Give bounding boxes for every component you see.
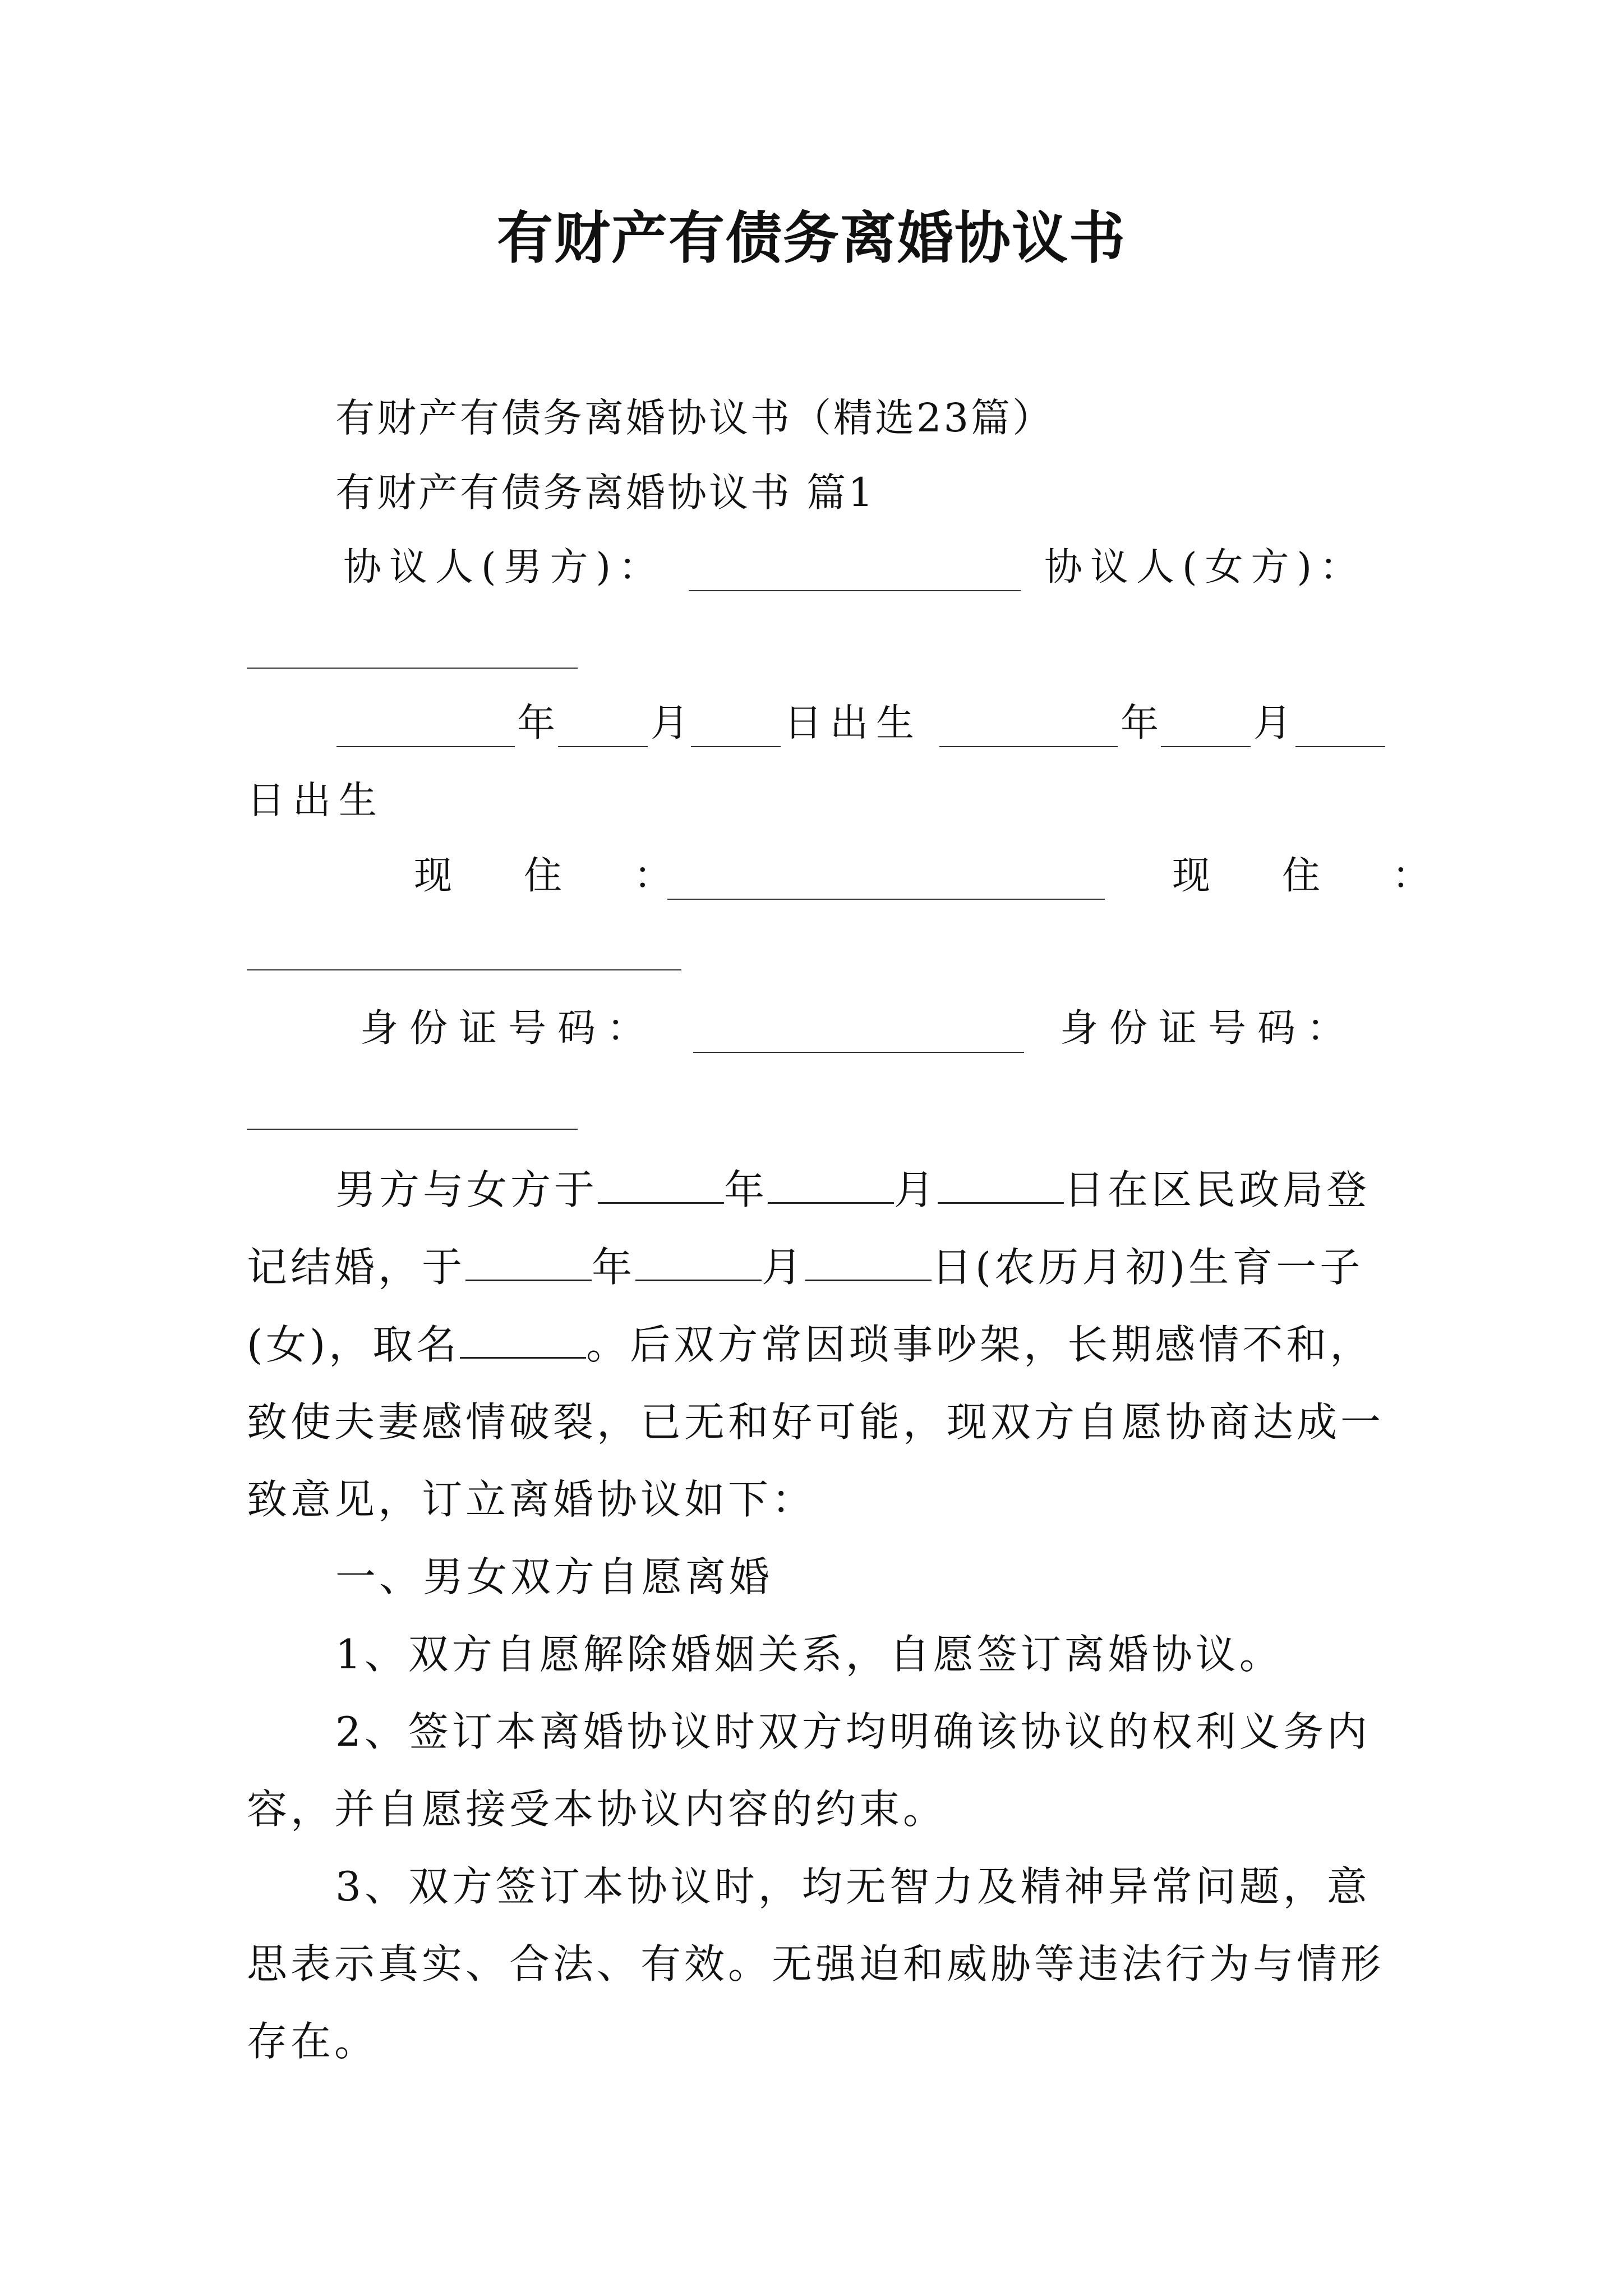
clause-item-3-line-3: 存在。 <box>247 2018 379 2065</box>
body-line-4: 致使夫妻感情破裂，已无和好可能，现双方自愿协商达成一 <box>247 1398 1385 1446</box>
party-female-blank[interactable] <box>247 668 578 669</box>
clause-item-3-line-2: 思表示真实、合法、有效。无强迫和威胁等违法行为与情形 <box>247 1940 1385 1987</box>
body-line-3: (女)，取名 。后双方常因琐事吵架，长期感情不和， <box>247 1321 1374 1368</box>
clause-item-3-line-1: 3、双方签订本协议时，均无智力及精神异常问题，意 <box>335 1863 1371 1910</box>
document-title: 有财产有债务离婚协议书 <box>497 205 1126 271</box>
party-male-label: 协议人(男方)： <box>343 545 665 590</box>
male-birth-day-label: 日出生 <box>784 701 923 746</box>
female-birth-day-blank[interactable] <box>1295 746 1385 747</box>
female-birth-year-label: 年 <box>1121 701 1159 746</box>
marriage-day-blank[interactable] <box>938 1165 1064 1204</box>
body-line-1: 男方与女方于 年 月 日在区民政局登 <box>335 1166 1371 1213</box>
clause-heading-1: 一、男女双方自愿离婚 <box>335 1553 773 1600</box>
id-label-female: 身份证号码： <box>1060 1006 1357 1051</box>
residence-label-female: 现 住 ： <box>1172 854 1447 898</box>
female-birth-month-label: 月 <box>1253 701 1292 746</box>
clause-item-2-line-1: 2、签订本离婚协议时双方均明确该协议的权利义务内 <box>335 1708 1371 1755</box>
id-label-male: 身份证号码： <box>360 1006 657 1051</box>
female-birth-year-blank[interactable] <box>939 746 1118 747</box>
birth-day-blank[interactable] <box>805 1243 932 1281</box>
marriage-year-blank[interactable] <box>598 1165 724 1204</box>
residence-female-blank[interactable] <box>247 969 681 970</box>
clause-item-2-line-2: 容，并自愿接受本协议内容的约束。 <box>247 1786 947 1833</box>
body-line-2: 记结婚，于 年 月 日(农历月初)生育一子 <box>247 1244 1364 1291</box>
clause-item-1: 1、双方自愿解除婚姻关系，自愿签订离婚协议。 <box>335 1631 1283 1678</box>
party-female-label: 协议人(女方)： <box>1044 545 1366 590</box>
male-birth-year-label: 年 <box>517 701 556 746</box>
residence-male-blank[interactable] <box>667 899 1105 900</box>
male-birth-month-label: 月 <box>651 701 689 746</box>
residence-label-male: 现 住 ： <box>414 854 689 898</box>
document-subtitle: 有财产有债务离婚协议书（精选23篇） <box>335 395 1054 441</box>
birth-month-blank[interactable] <box>635 1243 762 1281</box>
child-name-blank[interactable] <box>460 1320 586 1359</box>
male-birth-month-blank[interactable] <box>558 746 648 747</box>
section-heading: 有财产有债务离婚协议书 篇1 <box>335 470 875 516</box>
male-birth-day-blank[interactable] <box>691 746 781 747</box>
id-female-blank[interactable] <box>247 1129 578 1130</box>
body-line-5: 致意见，订立离婚协议如下： <box>247 1476 816 1523</box>
marriage-month-blank[interactable] <box>768 1165 894 1204</box>
birth-year-blank[interactable] <box>465 1243 592 1281</box>
female-birth-day-label: 日出生 <box>247 779 385 823</box>
male-birth-year-blank[interactable] <box>336 746 515 747</box>
id-male-blank[interactable] <box>693 1052 1024 1053</box>
female-birth-month-blank[interactable] <box>1161 746 1251 747</box>
party-male-blank[interactable] <box>689 590 1021 591</box>
